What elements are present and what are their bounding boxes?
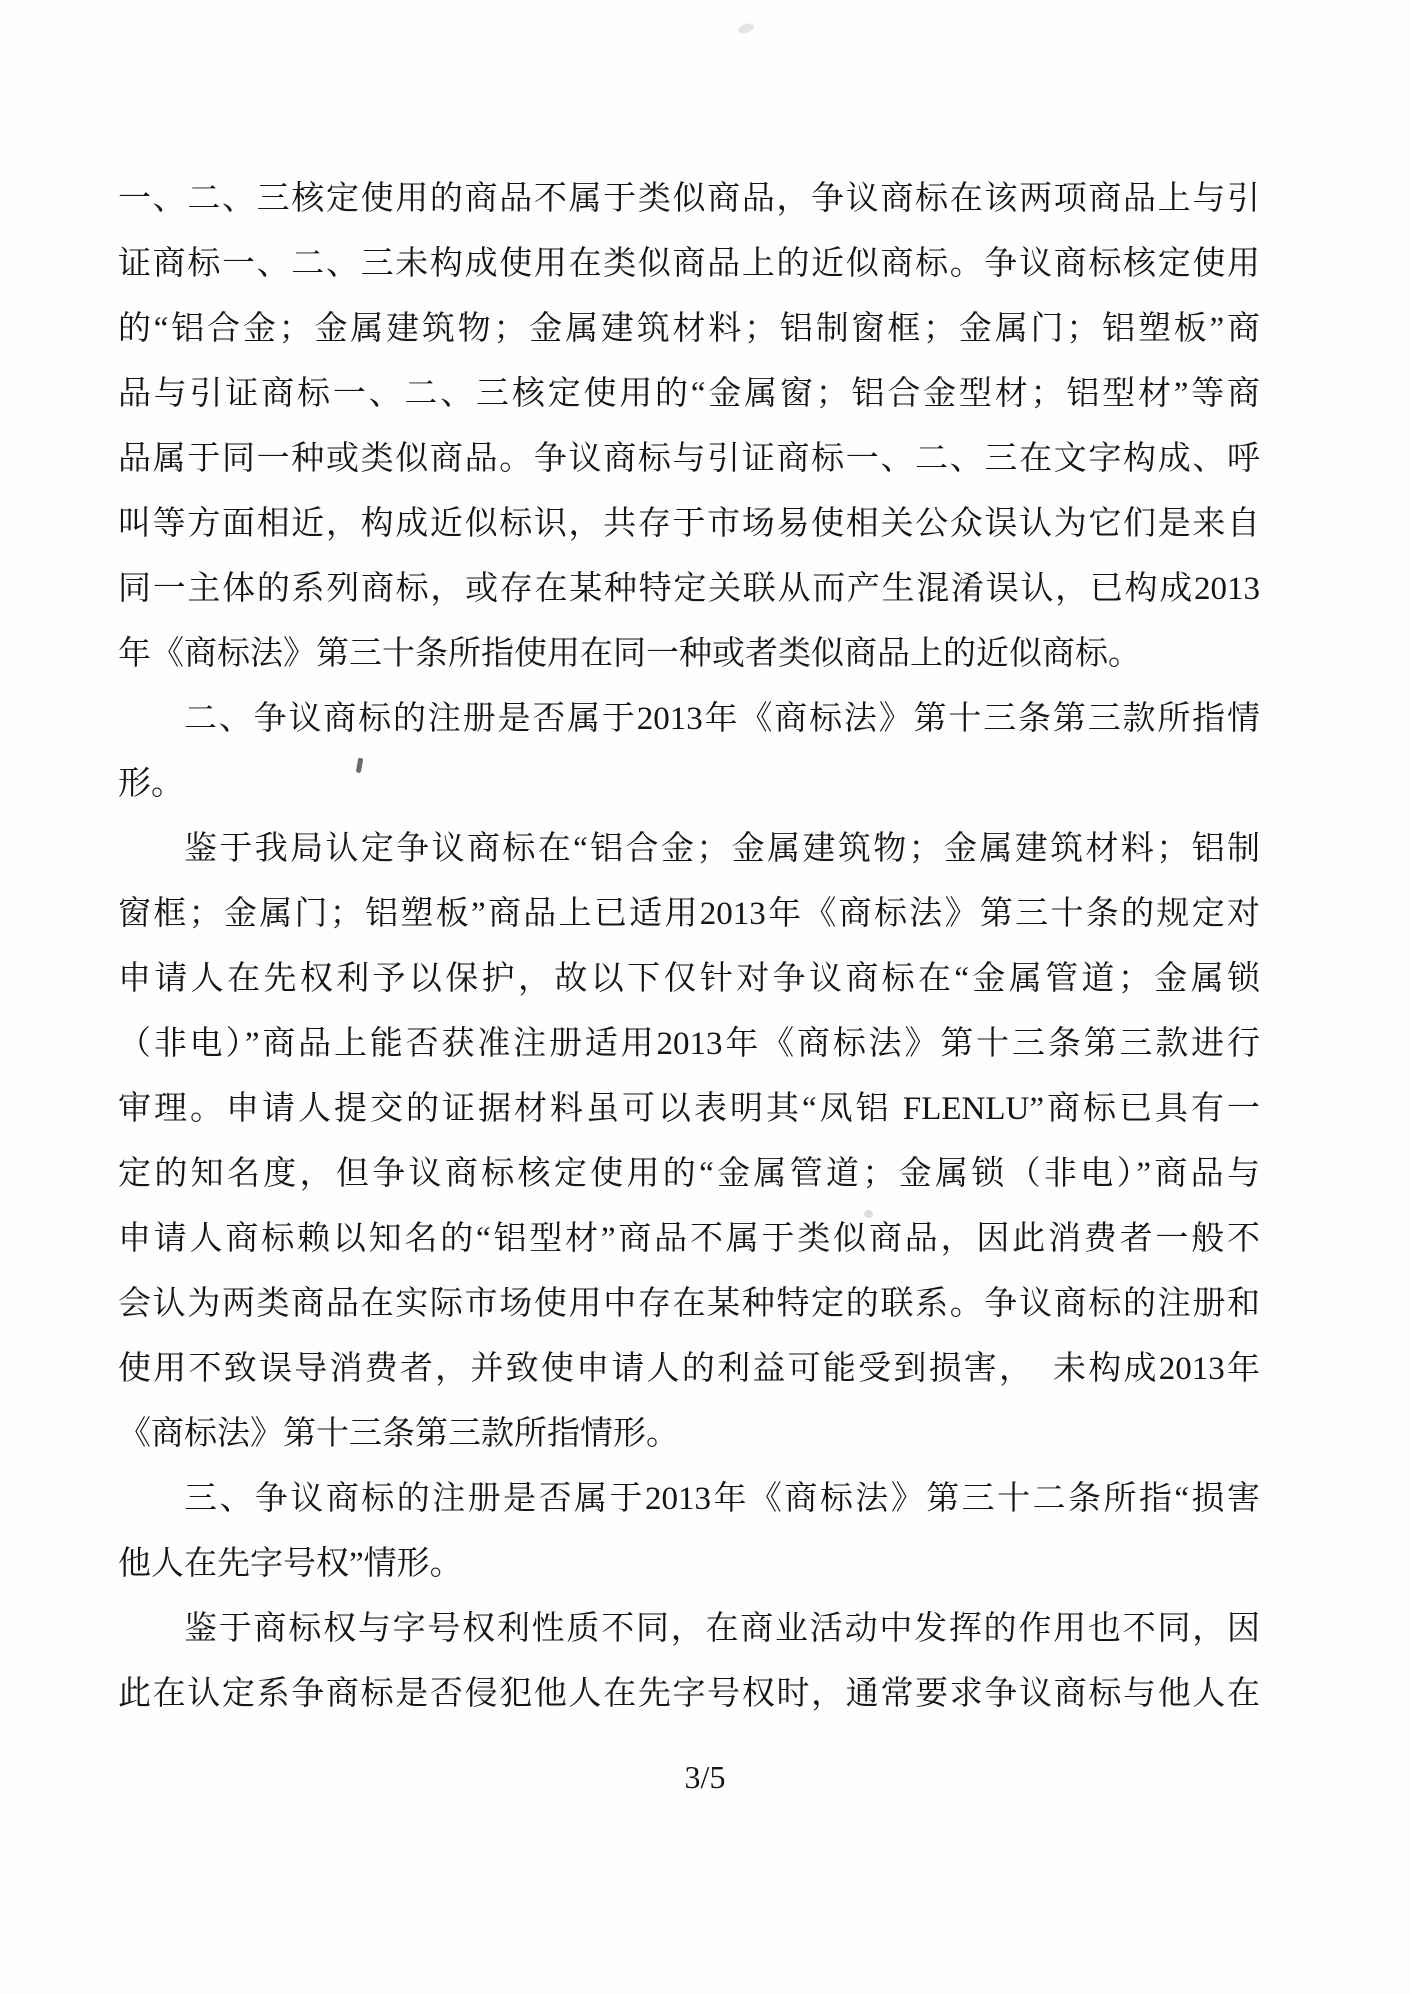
text-line: 形。 [118, 766, 184, 802]
text-line: 申请人在先权利予以保护，故以下仅针对争议商标在“金属管道；金属锁 [118, 961, 1260, 997]
text-line: 证商标一、二、三未构成使用在类似商品上的近似商标。争议商标核定使用 [118, 246, 1260, 282]
text-line: 鉴于我局认定争议商标在“铝合金；金属建筑物；金属建筑材料；铝制 [184, 831, 1260, 867]
text-line: 鉴于商标权与字号权利性质不同，在商业活动中发挥的作用也不同，因 [184, 1611, 1260, 1647]
text-line: 二、争议商标的注册是否属于2013年《商标法》第十三条第三款所指情 [184, 701, 1260, 737]
text-line: （非电）”商品上能否获准注册适用2013年《商标法》第十三条第三款进行 [118, 1026, 1260, 1062]
text-line: 叫等方面相近，构成近似标识，共存于市场易使相关公众误认为它们是来自 [118, 506, 1260, 542]
text-line: 定的知名度，但争议商标核定使用的“金属管道；金属锁（非电）”商品与 [118, 1156, 1260, 1192]
text-line: 会认为两类商品在实际市场使用中存在某种特定的联系。争议商标的注册和 [118, 1286, 1260, 1322]
text-line: 一、二、三核定使用的商品不属于类似商品，争议商标在该两项商品上与引 [118, 181, 1260, 217]
text-line: 三、争议商标的注册是否属于2013年《商标法》第三十二条所指“损害 [184, 1481, 1260, 1517]
text-line: 审理。申请人提交的证据材料虽可以表明其“凤铝 FLENLU”商标已具有一 [118, 1091, 1260, 1127]
document-text-block [118, 167, 1260, 1727]
text-line: 年《商标法》第三十条所指使用在同一种或者类似商品上的近似商标。 [118, 636, 1141, 672]
text-line: 《商标法》第十三条第三款所指情形。 [118, 1416, 679, 1452]
text-line: 窗框；金属门；铝塑板”商品上已适用2013年《商标法》第三十条的规定对 [118, 896, 1260, 932]
text-line: 品属于同一种或类似商品。争议商标与引证商标一、二、三在文字构成、呼 [118, 441, 1260, 477]
text-line: 同一主体的系列商标，或存在某种特定关联从而产生混淆误认，已构成2013 [118, 571, 1260, 607]
scan-artifact [737, 22, 755, 36]
text-line: 申请人商标赖以知名的“铝型材”商品不属于类似商品，因此消费者一般不 [118, 1221, 1260, 1257]
text-line: 此在认定系争商标是否侵犯他人在先字号权时，通常要求争议商标与他人在 [118, 1676, 1260, 1712]
text-line: 品与引证商标一、二、三核定使用的“金属窗；铝合金型材；铝型材”等商 [118, 376, 1260, 412]
page-number: 3/5 [684, 1759, 726, 1795]
text-line: 的“铝合金；金属建筑物；金属建筑材料；铝制窗框；金属门；铝塑板”商 [118, 311, 1260, 347]
text-line: 使用不致误导消费者，并致使申请人的利益可能受到损害， 未构成2013年 [118, 1351, 1260, 1387]
text-line: 他人在先字号权”情形。 [118, 1546, 463, 1582]
